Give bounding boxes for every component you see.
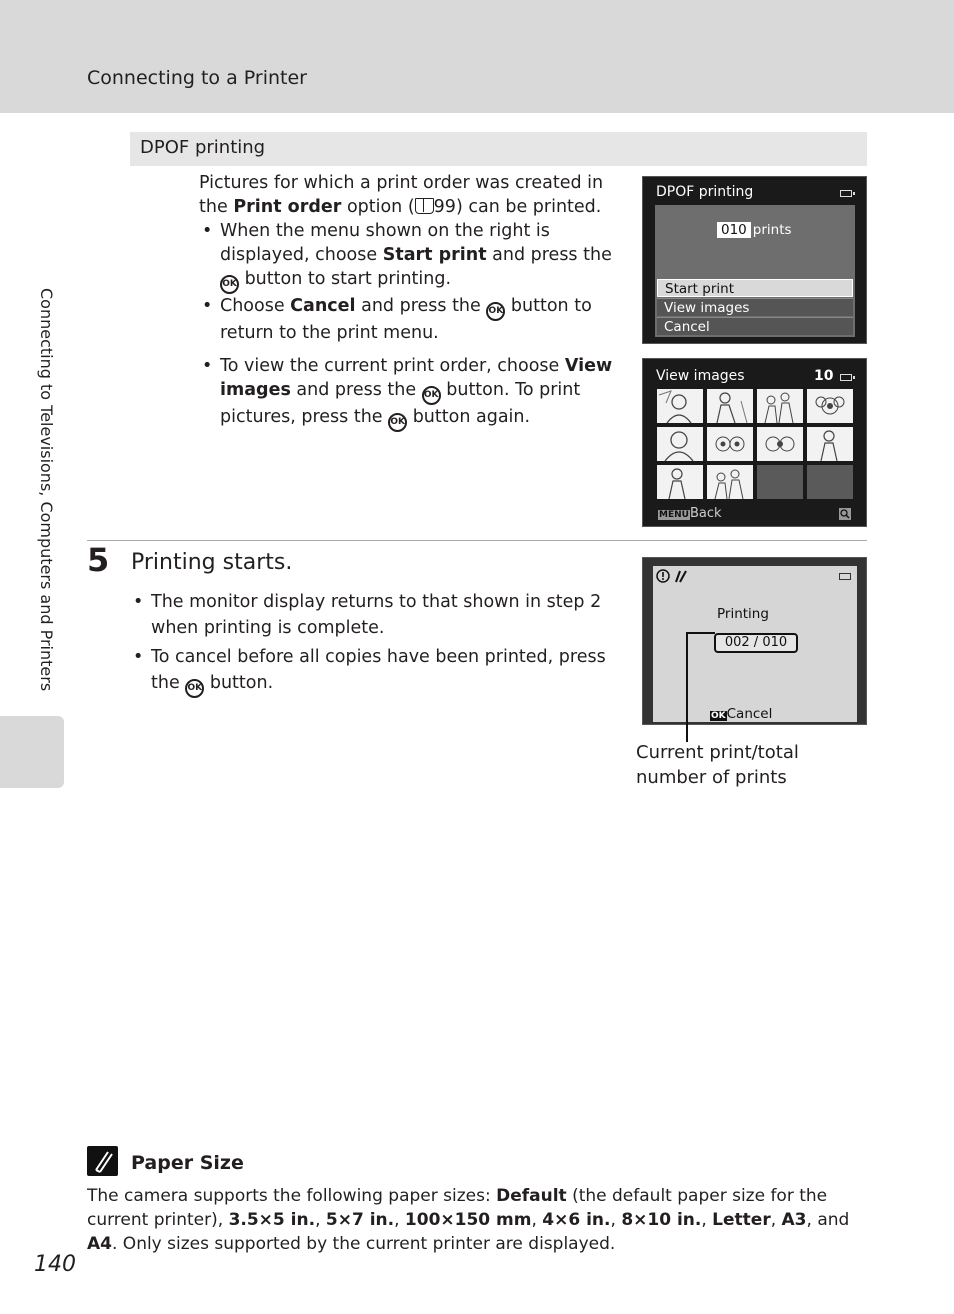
thumbnail-grid [657,389,855,501]
bullet-text: To cancel before all copies have been printed, press the [151,647,606,693]
menu-item-view-images[interactable]: View images [657,298,853,316]
bullet-text: To view the current print order, choose [220,356,565,376]
paper-size-option: Letter [712,1210,771,1230]
intro-text-3: ) can be printed. [455,197,602,217]
prints-label: prints [752,222,792,238]
note-title: Paper Size [131,1152,244,1174]
thumbnail[interactable] [657,389,703,423]
paper-size-option: 100×150 mm [404,1210,532,1230]
family-thumbnail-icon [707,465,753,499]
page-reference: 99 [433,197,456,217]
separator: , [610,1210,622,1230]
chapter-title: Connecting to a Printer [87,67,307,89]
step-title: Printing starts. [131,550,293,575]
pencil-icon [87,1146,118,1176]
ok-button-icon: OK [422,386,441,405]
callout-line [680,630,720,745]
family-thumbnail-icon [757,389,803,423]
bullet-list-b [200,354,620,432]
section-title: DPOF printing [140,137,266,158]
prints-count: 010 [717,222,751,238]
menu-item-cancel[interactable]: Cancel [657,317,853,335]
list-item [131,589,616,641]
note-icon [87,1146,118,1176]
print-counter: 002 / 010 [714,633,798,653]
paper-size-option: 3.5×5 in. [228,1210,316,1230]
ok-button-icon: OK [185,679,204,698]
printing-progress-screen [642,557,867,725]
reference-book-icon [415,198,434,214]
list-item [200,219,620,294]
list-item [200,354,620,432]
empty-thumbnail-slot [757,465,803,499]
pictbridge-icon [656,568,692,584]
separator: , [701,1210,713,1230]
image-count: 10 [814,368,834,384]
bullet-text: button to start printing. [239,269,452,289]
callout-caption [636,740,799,790]
person-thumbnail-icon [707,389,753,423]
battery-icon [840,190,852,197]
bullet-text: button. To print pictures, press the [220,380,581,427]
start-print-term: Start print [382,245,487,265]
empty-thumbnail-slot [807,465,853,499]
menu-button-icon: MENU [659,510,689,520]
bullet-list-a [200,219,620,345]
note-text: . Only sizes supported by the current printer are displayed. [112,1234,616,1254]
intro-paragraph [199,171,619,219]
section-header [130,132,867,166]
paper-size-default: Default [496,1186,567,1206]
prints-count-row [717,222,792,238]
bullet-text: When the menu shown on the right is displayed, choose [220,221,550,265]
zoom-icon [839,508,851,520]
bullet-text: button to return to the print menu. [220,296,592,343]
flower-thumbnail-icon [757,427,803,461]
step5-bullet-list [131,589,616,698]
cancel-label: Cancel [726,706,773,722]
thumbnail[interactable] [657,465,703,499]
thumbnail[interactable] [707,389,753,423]
thumbnail[interactable] [807,389,853,423]
bullet-text: button. [204,673,274,693]
bullet-text: and press the [355,296,487,316]
ok-button-icon: OK [388,413,407,432]
bullet-text: Choose [220,296,291,316]
separator: , [315,1210,326,1230]
dpof-printing-screen [642,176,867,344]
back-label: Back [689,506,722,521]
side-tab-label: Connecting to Televisions, Computers and Printers [37,288,56,692]
portrait-thumbnail-icon [657,427,703,461]
thumbnail[interactable] [807,427,853,461]
note-text: (the default paper size for the current printer), [87,1186,828,1230]
paper-size-option: 5×7 in. [325,1210,395,1230]
paper-size-option: 4×6 in. [542,1210,611,1230]
thumbnail[interactable] [707,465,753,499]
cancel-term: Cancel [290,296,356,316]
menu-item-start-print[interactable]: Start print [657,279,853,297]
paper-size-option: 8×10 in. [621,1210,702,1230]
bullet-text: button again. [407,407,531,427]
ok-button-icon: OK [220,275,239,294]
paper-size-option: A4 [87,1234,112,1254]
dpof-panel [655,205,855,337]
bullet-text: and press the [486,245,612,265]
battery-icon [840,374,852,381]
note-text: The camera supports the following paper sizes: [87,1186,497,1206]
screen-title: View images [656,368,745,384]
separator: , [770,1210,782,1230]
step-number: 5 [87,541,110,579]
battery-icon [839,573,851,580]
note-paragraph [87,1184,867,1256]
flower-thumbnail-icon [807,389,853,423]
portrait-thumbnail-icon [657,389,703,423]
step-divider [87,540,867,541]
ok-button-icon: OK [711,711,726,721]
separator: , [394,1210,405,1230]
separator: , [531,1210,543,1230]
thumbnail[interactable] [707,427,753,461]
list-item [200,294,620,345]
separator: , and [806,1210,850,1230]
side-tab [0,716,64,788]
view-images-term: View images [220,356,613,400]
printing-status: Printing [717,606,769,622]
person-thumbnail-icon [807,427,853,461]
back-control[interactable] [658,506,722,521]
ok-button-icon: OK [486,302,505,321]
flower-thumbnail-icon [707,427,753,461]
bullet-text: The monitor display returns to that shown in step 2 when printing is complete. [151,592,602,638]
list-item [131,644,616,698]
callout-line-2: number of prints [636,767,787,788]
print-order-term: Print order [233,197,342,217]
view-images-screen [642,358,867,527]
thumbnail[interactable] [757,389,803,423]
thumbnail[interactable] [757,427,803,461]
paper-size-option: A3 [781,1210,807,1230]
thumbnail[interactable] [657,427,703,461]
page-header [0,0,954,113]
person-thumbnail-icon [657,465,703,499]
screen-title: DPOF printing [656,184,754,200]
page-number: 140 [34,1252,76,1277]
intro-text: Pictures for which a print order was created in the [199,173,604,217]
intro-text-2: option ( [341,197,415,217]
callout-line-1: Current print/total [636,742,799,763]
bullet-text: and press the [290,380,422,400]
